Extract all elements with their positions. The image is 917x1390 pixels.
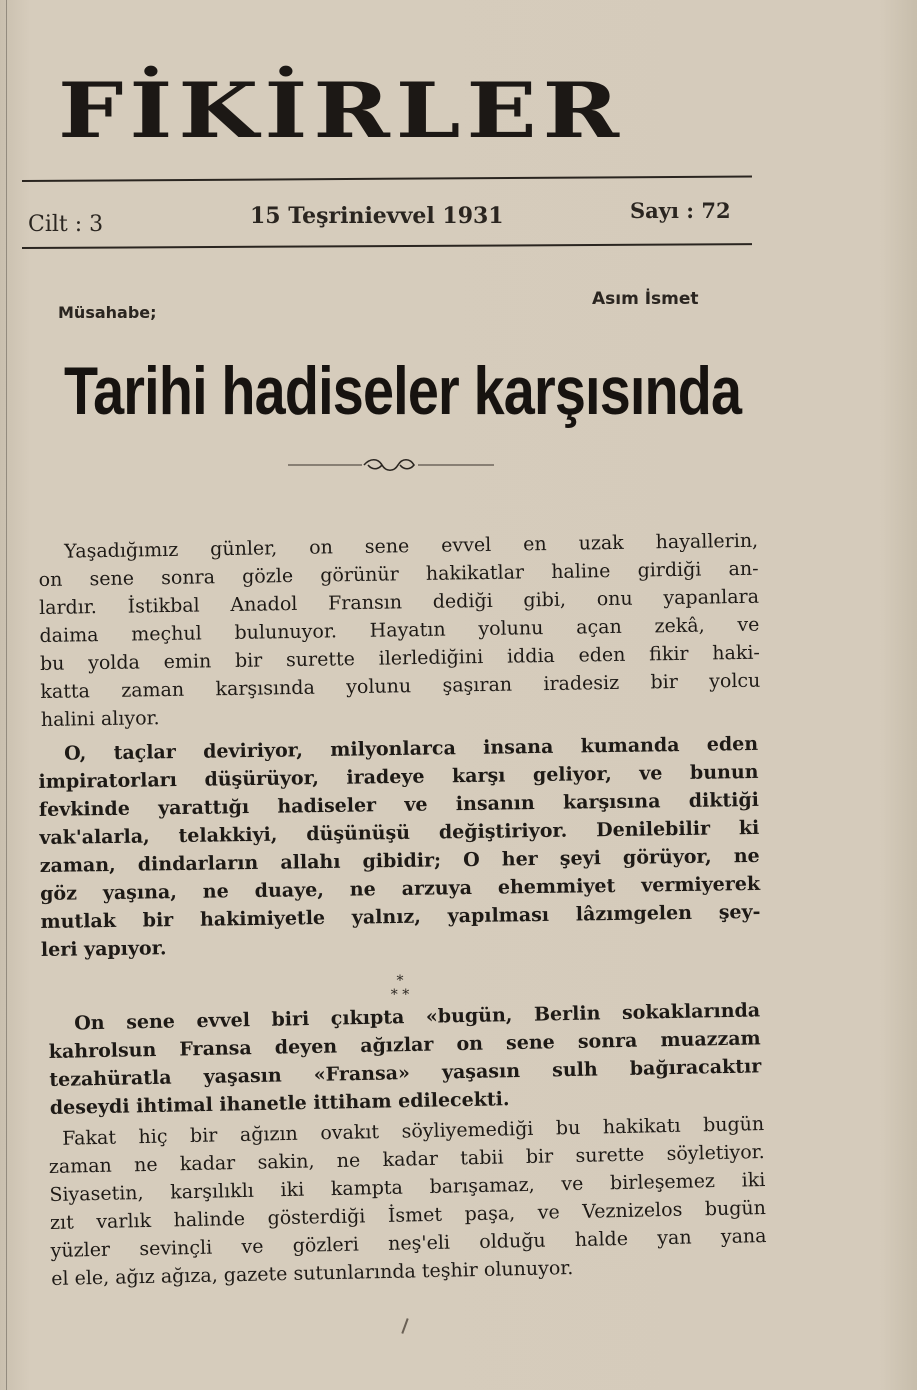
text-line: leri yapıyor.	[40, 937, 167, 961]
text-line: O, taçlar deviriyor, milyonlarca insana kumanda eden	[64, 732, 759, 765]
masthead-title: FİKİRLER	[58, 66, 626, 156]
text-line: vak'alarla, telakkiyi, düşünüşü değiştiriyor. Denilebilir ki	[39, 816, 760, 849]
paragraph-3	[48, 996, 762, 1122]
text-line: deseydi ihtimal ihanetle ittiham edilecekti.	[49, 1088, 510, 1119]
paragraph-1	[38, 527, 761, 734]
article-headline: Tarihi hadiseler karşısında	[64, 353, 742, 429]
masthead-rule-bottom	[22, 243, 752, 249]
issue-volume: Cilt : 3	[28, 212, 104, 237]
asterism-top: *	[396, 973, 404, 989]
text-line: yüzler sevinçli ve gözleri neş'eli olduğu halde yan yana	[50, 1224, 767, 1262]
paragraph-2	[38, 730, 761, 964]
asterism-bottom: * *	[390, 987, 410, 1003]
text-line: daima meçhul bulunuyor. Hayatın yolunu açan zekâ, ve	[39, 613, 760, 647]
text-line: lardır. İstikbal Anadol Fransın dediği gibi, onu yapanlara	[38, 585, 760, 619]
text-line: zaman, dindarların allahı gibidir; O her şeyi görüyor, ne	[39, 844, 760, 877]
issue-number: Sayı : 72	[630, 198, 731, 223]
text-line: fevkinde yarattığı hadiseler ve insanın karşısına diktiği	[38, 788, 760, 821]
article-author: Asım İsmet	[592, 289, 699, 309]
pencil-mark	[401, 1318, 408, 1334]
text-line: el ele, ağız ağıza, gazete sutunlarında teşhir olunuyor.	[50, 1257, 574, 1290]
divider-ornament-icon	[288, 455, 494, 475]
page-edge	[6, 0, 7, 1390]
section-label: Müsahabe;	[58, 303, 157, 322]
text-line: Siyasetin, karşılıklı iki kampta barışamaz, ve birleşemez iki	[49, 1168, 766, 1206]
text-line: kahrolsun Fransa deyen ağızlar on sene sonra muazzam	[48, 1027, 761, 1063]
text-line: tezahüratla yaşasın «Fransa» yaşasın sulh bağıracaktır	[49, 1055, 762, 1091]
text-line: bu yolda emin bir surette ilerlediğini iddia eden fikir haki-	[39, 641, 761, 675]
masthead-rule-top	[22, 176, 752, 182]
text-line: on sene sonra gözle görünür hakikatlar haline girdiği an-	[38, 557, 759, 591]
section-break-asterism	[380, 974, 420, 1002]
text-line: mutlak bir hakimiyetle yalnız, yapılması lâzımgelen şey-	[40, 900, 761, 933]
issue-date: 15 Teşrinievvel 1931	[250, 203, 504, 229]
text-line: göz yaşına, ne duaye, ne arzuya ehemmiyet vermiyerek	[39, 872, 761, 905]
text-line: halini alıyor.	[40, 707, 160, 731]
paragraph-4	[48, 1110, 767, 1293]
text-line: zaman ne kadar sakin, ne kadar tabii bir surette söyletiyor.	[48, 1140, 765, 1178]
text-line: Fakat hiç bir ağızın ovakıt söyliyemediği bu hakikatı bugün	[62, 1113, 765, 1150]
text-line: katta zaman karşısında yolunu şaşıran iradesiz bir yolcu	[40, 669, 761, 703]
text-line: Yaşadığımız günler, on sene evvel en uzak hayallerin,	[64, 529, 759, 563]
text-line: On sene evvel biri çıkıpta «bugün, Berlin sokaklarında	[74, 999, 761, 1035]
text-line: impiratorları düşürüyor, iradeye karşı geliyor, ve bunun	[38, 760, 759, 793]
text-line: zıt varlık halinde gösterdiği İsmet paşa, ve Veznizelos bugün	[49, 1196, 767, 1234]
